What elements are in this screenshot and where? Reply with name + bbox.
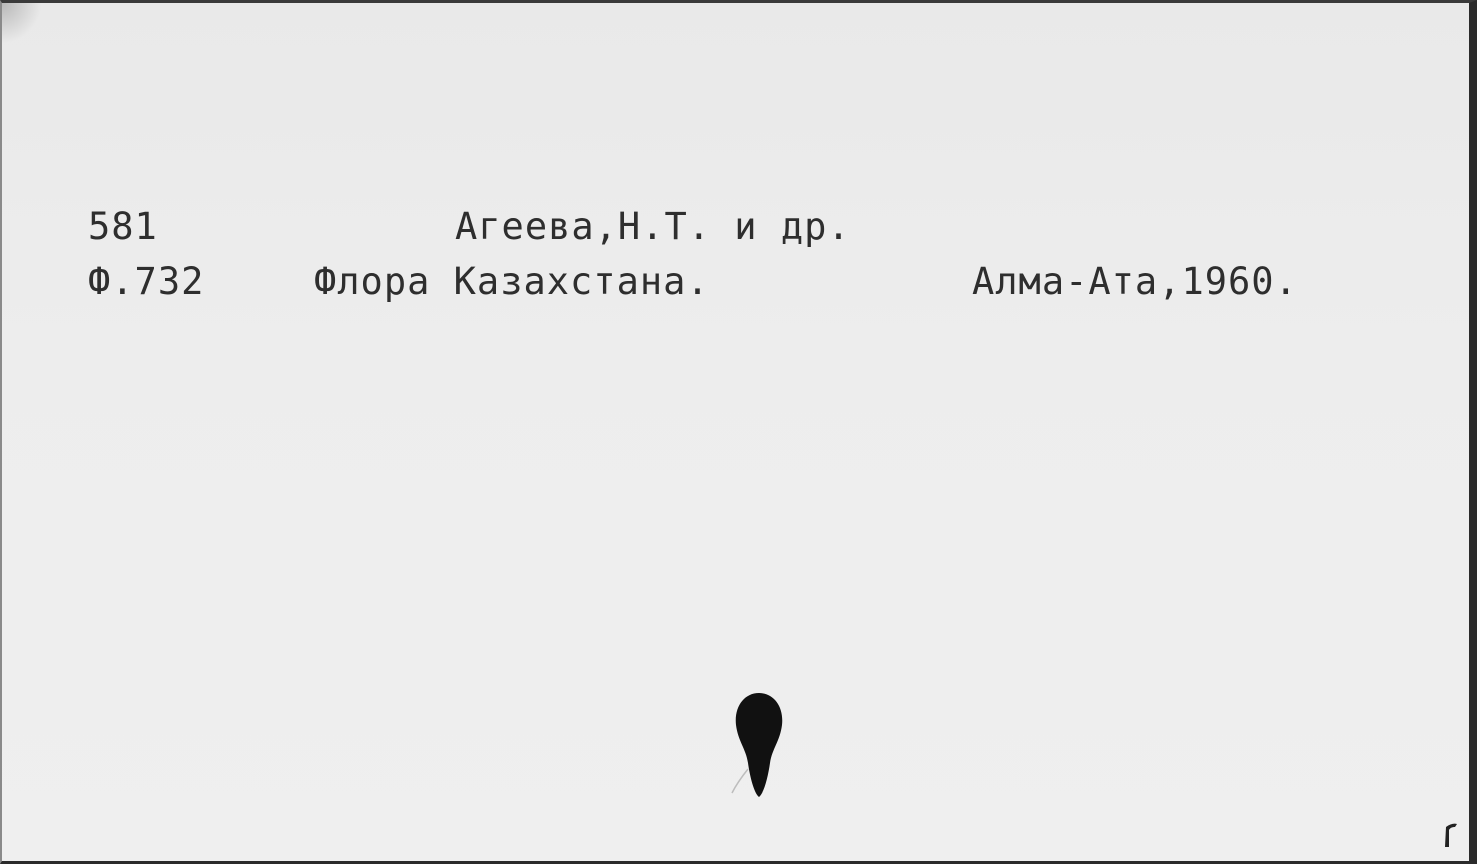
punch-hole-icon [730, 689, 788, 801]
corner-mark-icon [1443, 821, 1459, 849]
author-line: Агеева,Н.Т. и др. [455, 205, 851, 248]
title-line: Флора Казахстана. [314, 260, 710, 303]
call-number-line2: Ф.732 [88, 260, 205, 303]
place-year-line: Алма-Ата,1960. [972, 260, 1298, 303]
call-number-line1: 581 [88, 205, 158, 248]
corner-smudge [2, 3, 42, 43]
